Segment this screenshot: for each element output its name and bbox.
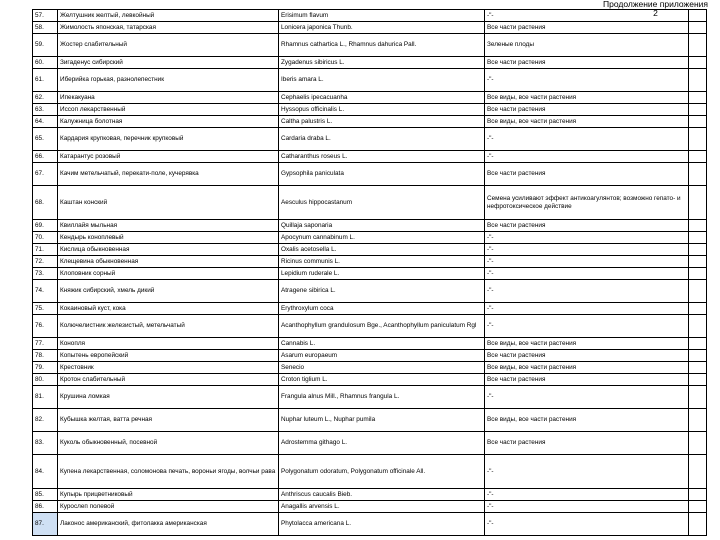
empty-cell xyxy=(689,22,707,34)
toxic-parts: -"- xyxy=(485,315,689,338)
russian-name: Купена лекарственная, соломонова печать, вороньи ягоды, волчьи рава xyxy=(58,455,279,489)
toxic-parts: Все части растения xyxy=(485,104,689,116)
table-row xyxy=(33,386,707,409)
row-number: 69. xyxy=(33,220,58,232)
header-title: Продолжение приложения xyxy=(602,0,708,9)
empty-cell xyxy=(689,116,707,128)
toxic-parts: Все части растения xyxy=(485,22,689,34)
latin-name: Caltha palustris L. xyxy=(279,116,485,128)
empty-cell xyxy=(689,489,707,501)
table-row xyxy=(33,350,707,362)
table-row xyxy=(33,256,707,268)
toxic-parts: -"- xyxy=(485,256,689,268)
empty-cell xyxy=(689,34,707,57)
table-row xyxy=(33,92,707,104)
row-number: 78. xyxy=(33,350,58,362)
table-row xyxy=(33,315,707,338)
russian-name: Крестовник xyxy=(58,362,279,374)
table-row xyxy=(33,513,707,536)
russian-name: Ипекакуана xyxy=(58,92,279,104)
russian-name: Желтушник желтый, левкойный xyxy=(58,10,279,22)
latin-name: Croton tiglium L. xyxy=(279,374,485,386)
latin-name: Catharanthus roseus L. xyxy=(279,151,485,163)
toxic-parts: -"- xyxy=(485,10,689,22)
latin-name: Zygadenus sibiricus L. xyxy=(279,57,485,69)
russian-name: Кротон слабительный xyxy=(58,374,279,386)
empty-cell xyxy=(689,501,707,513)
latin-name: Lepidium ruderale L. xyxy=(279,268,485,280)
latin-name: Acanthophyllum grandulosum Bge., Acanthophyllum paniculatum Rgl xyxy=(279,315,485,338)
russian-name: Кендырь коноплевый xyxy=(58,232,279,244)
russian-name: Иссоп лекарственный xyxy=(58,104,279,116)
empty-cell xyxy=(689,513,707,536)
row-number: 63. xyxy=(33,104,58,116)
row-number: 61. xyxy=(33,69,58,92)
table-row xyxy=(33,280,707,303)
empty-cell xyxy=(689,69,707,92)
empty-cell xyxy=(689,186,707,220)
empty-cell xyxy=(689,244,707,256)
latin-name: Cephaelis ipecacuanha xyxy=(279,92,485,104)
row-number: 72. xyxy=(33,256,58,268)
row-number: 65. xyxy=(33,128,58,151)
toxic-parts: -"- xyxy=(485,303,689,315)
russian-name: Кубышка желтая, ватта речная xyxy=(58,409,279,432)
table-row xyxy=(33,232,707,244)
empty-cell xyxy=(689,362,707,374)
toxic-parts: -"- xyxy=(485,501,689,513)
russian-name: Кокаиновый куст, кока xyxy=(58,303,279,315)
empty-cell xyxy=(689,338,707,350)
russian-name: Курослеп полевой xyxy=(58,501,279,513)
latin-name: Rhamnus cathartica L., Rhamnus dahurica Pall. xyxy=(279,34,485,57)
russian-name: Лаконос американский, фитолакка американская xyxy=(58,513,279,536)
toxic-parts: Все виды, все части растения xyxy=(485,409,689,432)
table-row xyxy=(33,104,707,116)
empty-cell xyxy=(689,386,707,409)
russian-name: Иберийка горькая, разнолепестник xyxy=(58,69,279,92)
table-row xyxy=(33,432,707,455)
table-row xyxy=(33,244,707,256)
toxic-parts: -"- xyxy=(485,513,689,536)
table-row xyxy=(33,128,707,151)
empty-cell xyxy=(689,163,707,186)
toxic-parts: -"- xyxy=(485,280,689,303)
latin-name: Cannabis L. xyxy=(279,338,485,350)
toxic-parts: -"- xyxy=(485,151,689,163)
row-number: 84. xyxy=(33,455,58,489)
toxic-parts: -"- xyxy=(485,489,689,501)
russian-name: Конопля xyxy=(58,338,279,350)
row-number: 79. xyxy=(33,362,58,374)
row-number: 86. xyxy=(33,501,58,513)
row-number: 60. xyxy=(33,57,58,69)
empty-cell xyxy=(689,455,707,489)
row-number: 80. xyxy=(33,374,58,386)
latin-name: Lonicera japonica Thunb. xyxy=(279,22,485,34)
toxic-parts: -"- xyxy=(485,69,689,92)
table-row xyxy=(33,10,707,22)
toxic-parts: Все части растения xyxy=(485,220,689,232)
russian-name: Калужница болотная xyxy=(58,116,279,128)
empty-cell xyxy=(689,409,707,432)
toxic-parts: -"- xyxy=(485,386,689,409)
latin-name: Apocynum cannabinum L. xyxy=(279,232,485,244)
row-number: 71. xyxy=(33,244,58,256)
row-number: 68. xyxy=(33,186,58,220)
row-number: 58. xyxy=(33,22,58,34)
row-number: 64. xyxy=(33,116,58,128)
table-row xyxy=(33,455,707,489)
latin-name: Senecio xyxy=(279,362,485,374)
row-number: 76. xyxy=(33,315,58,338)
row-number: 67. xyxy=(33,163,58,186)
latin-name: Aesculus hippocastanum xyxy=(279,186,485,220)
empty-cell xyxy=(689,92,707,104)
row-number: 70. xyxy=(33,232,58,244)
plant-table xyxy=(32,9,707,536)
toxic-parts: Все виды, все части растения xyxy=(485,92,689,104)
row-number: 85. xyxy=(33,489,58,501)
latin-name: Anagallis arvensis L. xyxy=(279,501,485,513)
toxic-parts: -"- xyxy=(485,268,689,280)
toxic-parts: Все части растения xyxy=(485,350,689,362)
empty-cell xyxy=(689,303,707,315)
table-row xyxy=(33,220,707,232)
toxic-parts: Все части растения xyxy=(485,432,689,455)
empty-cell xyxy=(689,10,707,22)
latin-name: Atragene sibirica L. xyxy=(279,280,485,303)
table-row xyxy=(33,501,707,513)
empty-cell xyxy=(689,280,707,303)
toxic-parts: -"- xyxy=(485,128,689,151)
table-row xyxy=(33,409,707,432)
toxic-parts: Все части растения xyxy=(485,57,689,69)
toxic-parts: -"- xyxy=(485,455,689,489)
latin-name: Adrostemma githago L. xyxy=(279,432,485,455)
table-row xyxy=(33,69,707,92)
russian-name: Квиллайя мыльная xyxy=(58,220,279,232)
latin-name: Hyssopus officinalis L. xyxy=(279,104,485,116)
empty-cell xyxy=(689,220,707,232)
russian-name: Зигаденус сибирский xyxy=(58,57,279,69)
latin-name: Erythroxylum coca xyxy=(279,303,485,315)
russian-name: Крушина ломкая xyxy=(58,386,279,409)
table-row xyxy=(33,116,707,128)
table-row xyxy=(33,186,707,220)
russian-name: Кислица обыкновенная xyxy=(58,244,279,256)
latin-name: Oxalis acetosella L. xyxy=(279,244,485,256)
table-row xyxy=(33,22,707,34)
table-row xyxy=(33,268,707,280)
row-number: 66. xyxy=(33,151,58,163)
latin-name: Iberis amara L. xyxy=(279,69,485,92)
row-number: 57. xyxy=(33,10,58,22)
toxic-parts: Все части растения xyxy=(485,374,689,386)
empty-cell xyxy=(689,104,707,116)
table-row xyxy=(33,489,707,501)
row-number: 81. xyxy=(33,386,58,409)
latin-name: Gypsophila paniculata xyxy=(279,163,485,186)
toxic-parts: Все виды, все части растения xyxy=(485,116,689,128)
latin-name: Erisimum flavum xyxy=(279,10,485,22)
toxic-parts: Все части растения xyxy=(485,163,689,186)
russian-name: Каштан конский xyxy=(58,186,279,220)
russian-name: Княжик сибирский, хмель дикий xyxy=(58,280,279,303)
empty-cell xyxy=(689,232,707,244)
latin-name: Nuphar luteum L., Nuphar pumila xyxy=(279,409,485,432)
table-row xyxy=(33,151,707,163)
russian-name: Качим метельчатый, перекати-поле, кучерявка xyxy=(58,163,279,186)
russian-name: Клещевина обыкновенная xyxy=(58,256,279,268)
toxic-parts: -"- xyxy=(485,244,689,256)
table-row xyxy=(33,362,707,374)
row-number: 75. xyxy=(33,303,58,315)
russian-name: Катарантус розовый xyxy=(58,151,279,163)
row-number: 73. xyxy=(33,268,58,280)
table-row xyxy=(33,374,707,386)
latin-name: Polygonatum odoratum, Polygonatum officinale All. xyxy=(279,455,485,489)
empty-cell xyxy=(689,315,707,338)
russian-name: Куколь обыкновенный, посевной xyxy=(58,432,279,455)
empty-cell xyxy=(689,432,707,455)
empty-cell xyxy=(689,256,707,268)
empty-cell xyxy=(689,374,707,386)
russian-name: Кардария крупковая, перечник крупковый xyxy=(58,128,279,151)
toxic-parts: Все виды, все части растения xyxy=(485,362,689,374)
toxic-parts: Все виды, все части растения xyxy=(485,338,689,350)
empty-cell xyxy=(689,268,707,280)
russian-name: Клоповник сорный xyxy=(58,268,279,280)
toxic-parts: -"- xyxy=(485,232,689,244)
russian-name: Копытень европейский xyxy=(58,350,279,362)
row-number: 59. xyxy=(33,34,58,57)
table-row xyxy=(33,303,707,315)
table-row xyxy=(33,57,707,69)
latin-name: Ricinus communis L. xyxy=(279,256,485,268)
russian-name: Жостер слабительный xyxy=(58,34,279,57)
row-number: 82. xyxy=(33,409,58,432)
table-row xyxy=(33,338,707,350)
russian-name: Купырь прицветниковый xyxy=(58,489,279,501)
row-number: 74. xyxy=(33,280,58,303)
row-number: 83. xyxy=(33,432,58,455)
toxic-parts: Семена усиливают эффект антикоагулянтов; возможно гепато- и нефротоксическое действие xyxy=(485,186,689,220)
russian-name: Жимолость японская, татарская xyxy=(58,22,279,34)
latin-name: Cardaria draba L. xyxy=(279,128,485,151)
empty-cell xyxy=(689,151,707,163)
table-row xyxy=(33,34,707,57)
toxic-parts: Зеленые плоды xyxy=(485,34,689,57)
row-number: 87. xyxy=(33,513,58,536)
row-number: 62. xyxy=(33,92,58,104)
russian-name: Колючелистник железистый, метельчатый xyxy=(58,315,279,338)
latin-name: Frangula alnus Mill., Rhamnus frangula L. xyxy=(279,386,485,409)
header-number: 2 xyxy=(653,8,658,18)
latin-name: Asarum europaeum xyxy=(279,350,485,362)
empty-cell xyxy=(689,57,707,69)
row-number: 77. xyxy=(33,338,58,350)
empty-cell xyxy=(689,128,707,151)
latin-name: Quillaja saponaria xyxy=(279,220,485,232)
table-row xyxy=(33,163,707,186)
latin-name: Phytolacca americana L. xyxy=(279,513,485,536)
empty-cell xyxy=(689,350,707,362)
latin-name: Anthriscus caucalis Bieb. xyxy=(279,489,485,501)
